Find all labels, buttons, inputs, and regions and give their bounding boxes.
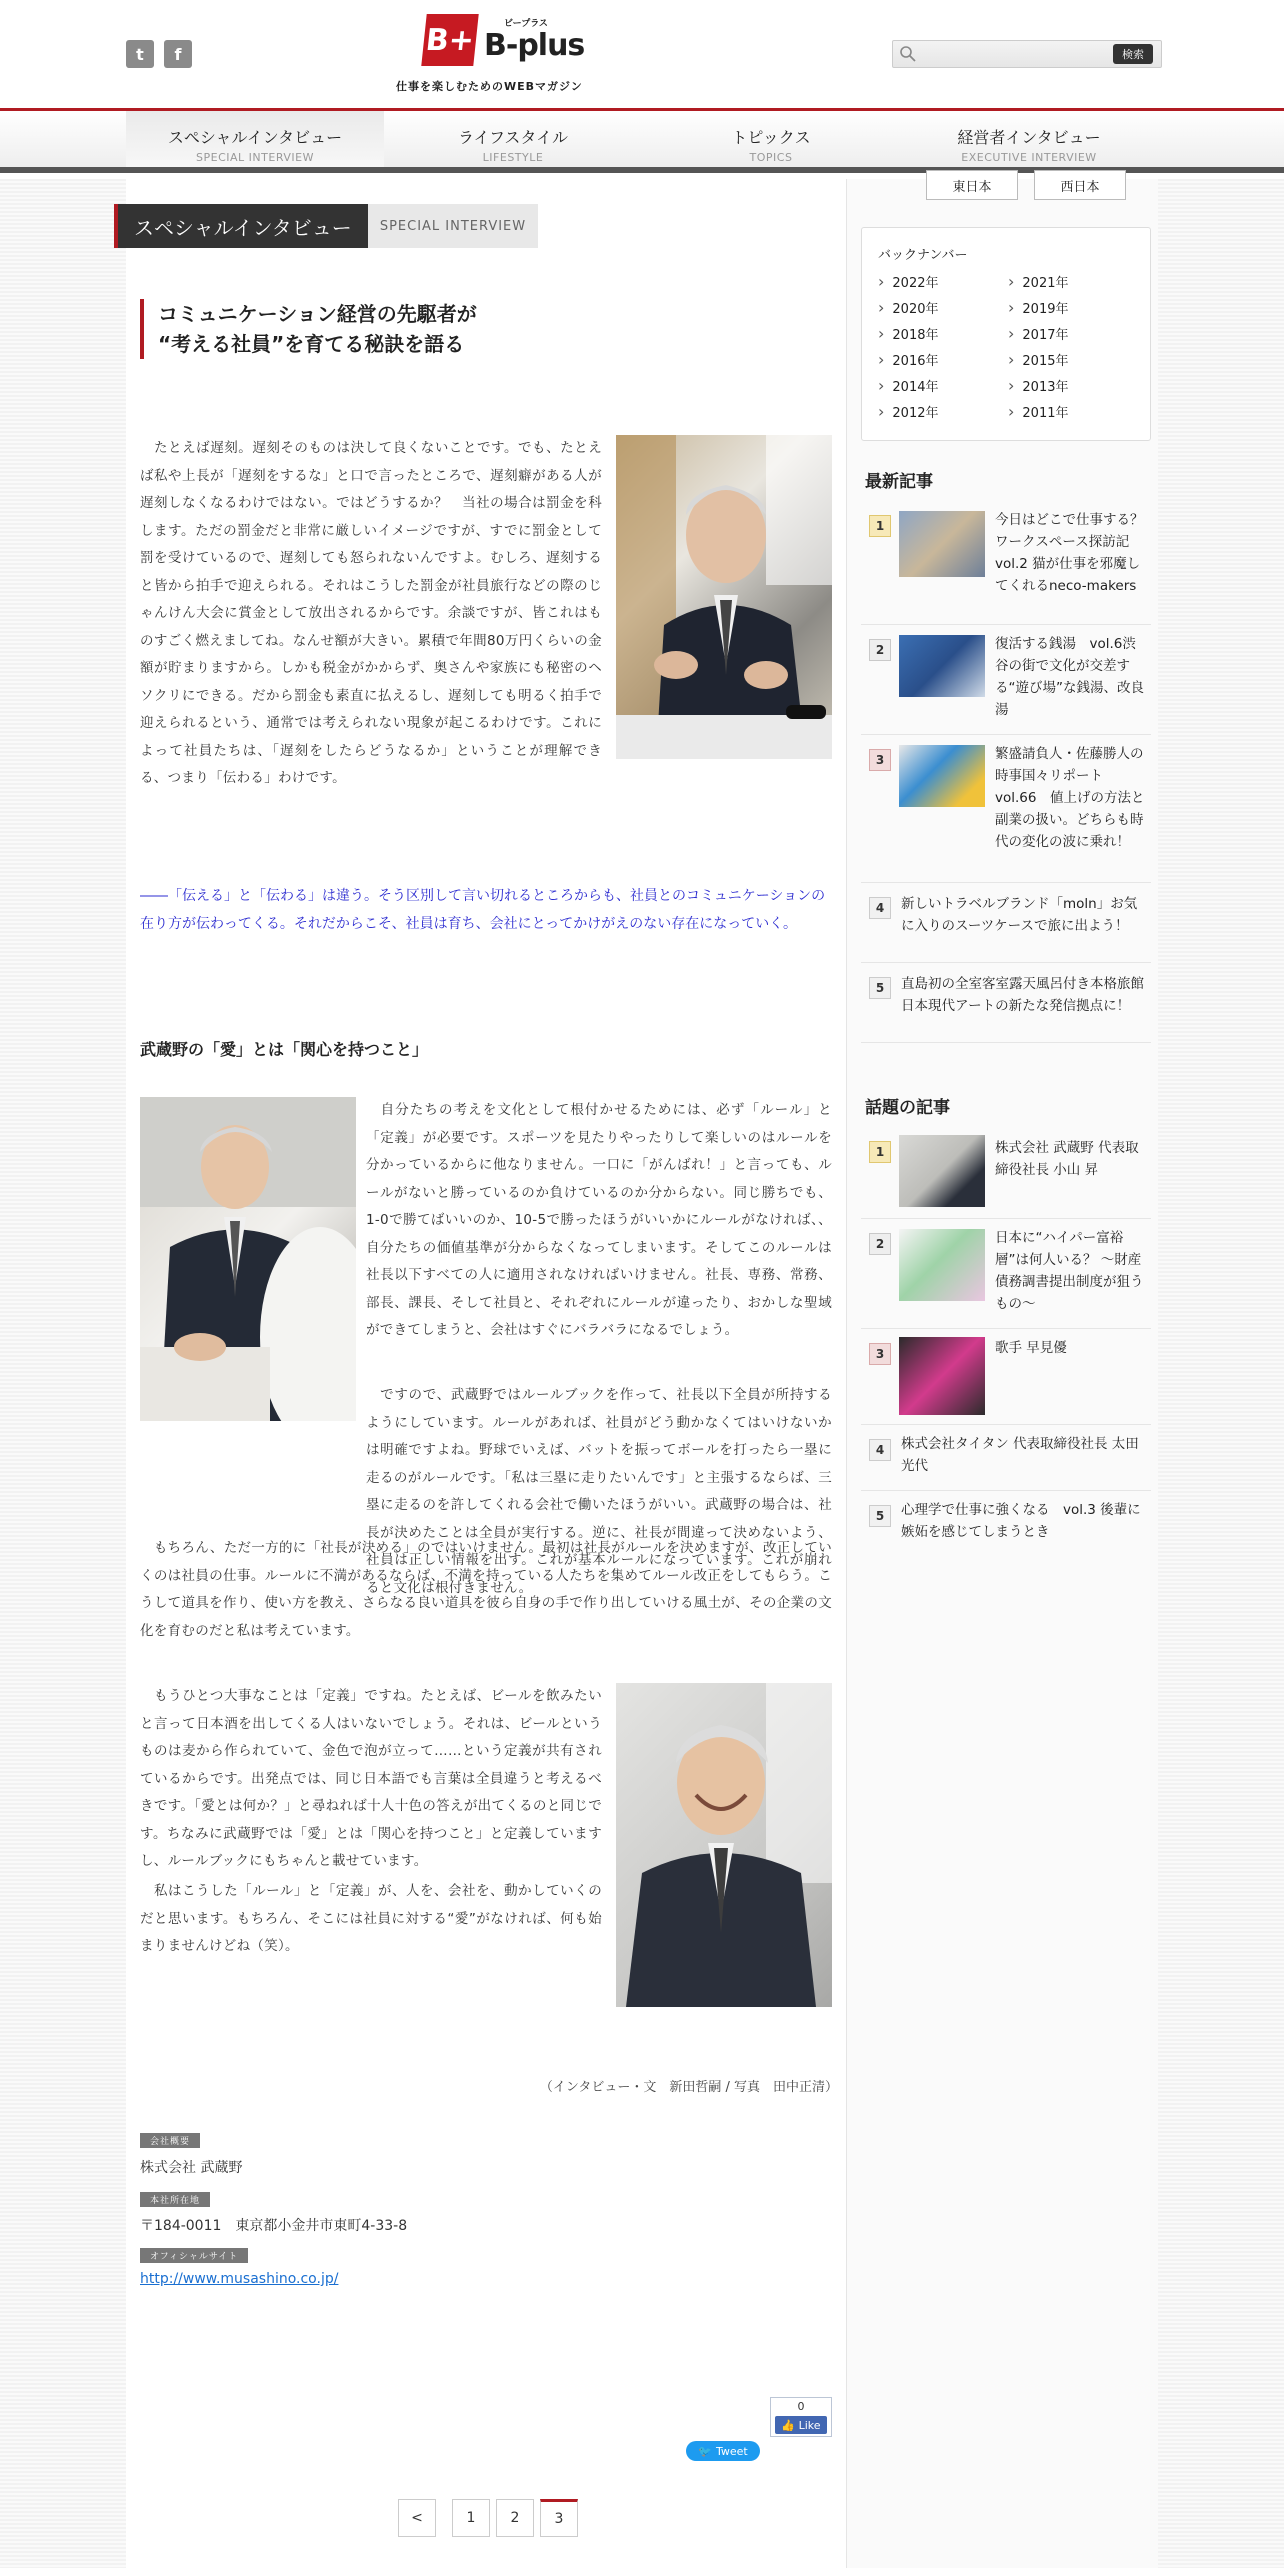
latest-articles-title: 最新記事 — [865, 472, 933, 492]
logo-mark: B+ — [421, 14, 478, 66]
year-link[interactable]: › 2013年 — [1008, 376, 1069, 395]
official-site-link[interactable]: http://www.musashino.co.jp/ — [140, 2271, 339, 2287]
para3-text: ですので、武蔵野ではルールブックを作って、社長以下全員が所持するようにしています。ルールがあれば、社員がどう動かなくてはいけないかは明確ですよね。野球でいえば、バットを振ってボールを打ったら一塁に走るのがルールです。「私は三塁に走りたいんです」と主張するならば、三塁に走るのを許してくれる会社で働いたほうがいい。武蔵野の場合は、社長が決めたことは全員が実行する。逆に、社長が間違って決めないよう、社員は正しい情報を出す。これが基本ルールになっています。これが崩れると文化は根付きません。 — [366, 1387, 832, 1596]
social-links — [126, 40, 192, 68]
nav-topics[interactable] — [642, 111, 900, 167]
twitter-icon[interactable]: t — [126, 40, 154, 68]
popular-article[interactable] — [861, 1425, 1151, 1491]
article-paragraph: もちろん、ただ一方的に「社長が決める」のではいけません。最初は社長がルールを決めますが、改正していくのは社員の仕事。ルールに不満があるならば、不満を持っている人たちを集めてルール改正をしてもらう。こうして道具を作り、使い方を教え、さらなる良い道具を彼ら自身の手で作り出していける風土が、その企業の文化を育むのだと私は考えています。 — [140, 1540, 832, 1639]
article-credit: （インタビュー・文 新田哲嗣 / 写真 田中正清） — [539, 2080, 838, 2095]
facebook-icon[interactable]: f — [164, 40, 192, 68]
interviewer-quote: ――「伝える」と「伝わる」は違う。そう区別して言い切れるところからも、社員とのコミュニケーションの在り方が伝わってくる。それだからこそ、社員は育ち、会社にとってかけがえのない存在になっていく。 — [140, 888, 826, 932]
nav-lifestyle[interactable] — [384, 111, 642, 167]
site-label: オフィシャルサイト — [140, 2248, 248, 2263]
interview-photo-3 — [616, 1683, 832, 2007]
year-link[interactable]: › 2015年 — [1008, 350, 1069, 369]
nav-label: 経営者インタビュー — [957, 128, 1101, 147]
search-icon — [899, 45, 917, 63]
rank-badge: 1 — [869, 515, 891, 537]
rank-badge: 3 — [869, 1343, 891, 1365]
tab-west-japan[interactable]: 西日本 — [1034, 170, 1126, 200]
site-logo[interactable] — [396, 14, 624, 94]
article-title — [140, 299, 477, 359]
pager-prev[interactable]: < — [398, 2499, 436, 2537]
article-subheading: 武蔵野の「愛」とは「関心を持つこと」 — [140, 1040, 429, 1059]
title-line: コミュニケーション経営の先駆者が — [158, 302, 477, 326]
nav-executive-interview[interactable] — [900, 111, 1158, 167]
year-link[interactable]: › 2018年 — [878, 324, 939, 343]
logo-kana: ビープラス — [504, 19, 548, 29]
tweet-button[interactable] — [686, 2441, 760, 2461]
latest-article[interactable] — [861, 963, 1151, 1043]
address-label: 本社所在地 — [140, 2192, 210, 2207]
nav-sublabel: LIFESTYLE — [482, 151, 544, 164]
like-label: Like — [798, 2418, 821, 2432]
sidebar — [846, 179, 1158, 2568]
rank-badge: 2 — [869, 1233, 891, 1255]
rank-badge: 3 — [869, 749, 891, 771]
nav-special-interview[interactable] — [126, 111, 384, 167]
site-header — [0, 0, 1284, 110]
rank-badge: 2 — [869, 639, 891, 661]
interview-photo-2 — [140, 1097, 356, 1421]
pagination — [398, 2499, 578, 2537]
rank-badge: 5 — [869, 977, 891, 999]
search-button[interactable]: 検索 — [1113, 44, 1153, 64]
article-thumbnail — [899, 511, 985, 577]
page-body — [126, 179, 1158, 2568]
year-link[interactable]: › 2022年 — [878, 272, 939, 291]
article-paragraph: もうひとつ大事なことは「定義」ですね。たとえば、ビールを飲みたいと言って日本酒を出してくる人はいないでしょう。それは、ビールというものは麦から作られていて、金色で泡が立って……という定義が共有されているからです。出発点では、同じ日本語でも言葉は全員違うと考えるべきです。「愛とは何か？」と尋ねれば十人十色の答えが出てくるのと同じです。ちなみに武蔵野では「愛」とは「関心を持つこと」と定義していますし、ルールブックにもちゃんと載せています。 — [140, 1688, 602, 1869]
article-title: 復活する銭湯 vol.6渋谷の街で文化が交差する“遊び場”な銭湯、改良湯 — [995, 636, 1144, 718]
article-thumbnail — [899, 1337, 985, 1415]
like-button[interactable] — [775, 2416, 827, 2434]
popular-article[interactable] — [861, 1219, 1151, 1329]
article-title: 心理学で仕事に強くなる vol.3 後輩に嫉妬を感じてしまうとき — [901, 1502, 1141, 1540]
nav-sublabel: TOPICS — [749, 151, 793, 164]
like-count: 0 — [797, 2400, 805, 2413]
section-title: スペシャルインタビュー — [114, 204, 368, 248]
article-title: 新しいトラベルブランド「moln」お気に入りのスーツケースで旅に出よう！ — [901, 896, 1138, 934]
article-thumbnail — [899, 745, 985, 807]
popular-article[interactable] — [861, 1125, 1151, 1219]
rank-badge: 4 — [869, 1439, 891, 1461]
nav-label: ライフスタイル — [457, 128, 569, 147]
nav-sublabel: SPECIAL INTERVIEW — [196, 151, 314, 164]
main-nav — [0, 111, 1284, 173]
nav-label: スペシャルインタビュー — [167, 128, 343, 147]
article-column — [126, 179, 846, 2568]
article-thumbnail — [899, 1135, 985, 1207]
article-thumbnail — [899, 635, 985, 697]
year-link[interactable]: › 2016年 — [878, 350, 939, 369]
article-title: 株式会社 武蔵野 代表取締役社長 小山 昇 — [995, 1140, 1139, 1178]
article-title: 繁盛請負人・佐藤勝人の時事国々リポート vol.66 値上げの方法と副業の扱い。どちらも時代の変化の波に乗れ！ — [995, 746, 1145, 850]
latest-article[interactable] — [861, 735, 1151, 883]
article-paragraph: 私はこうした「ルール」と「定義」が、人を、会社を、動かしていくのだと思います。もちろん、そこには社員に対する“愛”がなければ、何も始まりませんけどね（笑）。 — [140, 1883, 602, 1954]
article-title: 直島初の全室客室露天風呂付き本格旅館 日本現代アートの新たな発信拠点に！ — [901, 976, 1144, 1014]
year-link[interactable]: › 2011年 — [1008, 402, 1069, 421]
facebook-like-widget[interactable] — [770, 2397, 832, 2437]
logo-tagline: 仕事を楽しむためのWEBマガジン — [396, 80, 583, 93]
latest-article[interactable] — [861, 501, 1151, 625]
thumbs-up-icon: 👍 — [781, 2418, 799, 2432]
logo-word: B-plus — [484, 28, 585, 63]
rank-badge: 5 — [869, 1505, 891, 1527]
year-link[interactable]: › 2017年 — [1008, 324, 1069, 343]
popular-article[interactable] — [861, 1491, 1151, 1555]
search-box[interactable] — [892, 40, 1162, 68]
article-paragraph: たとえば遅刻。遅刻そのものは決して良くないことです。でも、たとえば私や上長が「遅刻をするな」と口で言ったところで、遅刻癖がある人が遅刻しなくなるわけではない。ではどうするか？ 当社の場合は罰金を科します。ただの罰金だと非常に厳しいイメージですが、すでに罰金として罰を受けているので、遅刻しても怒られないんですよ。むしろ、遅刻すると皆から拍手で迎えられる。それはこうした罰金が社員旅行などの際のじゃんけん大会に賞金として放出されるからです。余談ですが、皆これはものすごく燃えましてね。なんせ額が大きい。累積で年間80万円くらいの金額が貯まりますから。しかも税金がかからず、奥さんや家族にも秘密のヘソクリにできる。だから罰金も素直に払えるし、遅刻しても明るく拍手で迎えられるという、通常では考えられない現象が起こるわけです。これによって社員たちは、「遅刻をしたらどうなるか」ということが理解できる、つまり「伝わる」わけです。 — [140, 440, 602, 786]
nav-label: トピックス — [731, 128, 811, 147]
nav-sublabel: EXECUTIVE INTERVIEW — [961, 151, 1097, 164]
pager-page-1[interactable]: 1 — [452, 2499, 490, 2537]
latest-article[interactable] — [861, 883, 1151, 963]
backnumber-title: バックナンバー — [878, 248, 968, 263]
popular-articles-title: 話題の記事 — [865, 1098, 950, 1118]
pager-page-2[interactable]: 2 — [496, 2499, 534, 2537]
article-thumbnail — [899, 1229, 985, 1301]
tweet-label: Tweet — [715, 2444, 748, 2458]
article-title: 日本に“ハイパー富裕層”は何人いる？ ～財産債務調書提出制度が狙うもの～ — [995, 1230, 1144, 1312]
popular-article[interactable] — [861, 1329, 1151, 1425]
bird-icon: 🐦 — [698, 2444, 712, 2458]
company-label: 会社概要 — [140, 2133, 200, 2148]
region-tabs — [926, 170, 1126, 200]
section-subtitle: SPECIAL INTERVIEW — [368, 204, 538, 248]
rank-badge: 4 — [869, 897, 891, 919]
title-line: “考える社員”を育てる秘訣を語る — [158, 332, 465, 356]
year-link[interactable]: › 2021年 — [1008, 272, 1069, 291]
article-title: 歌手 早見優 — [995, 1340, 1067, 1356]
article-title: 株式会社タイタン 代表取締役社長 太田光代 — [901, 1436, 1139, 1474]
article-title: 今日はどこで仕事する？ ワークスペース探訪記 vol.2 猫が仕事を邪魔してくれるneco-makers — [995, 512, 1144, 594]
year-link[interactable]: › 2012年 — [878, 402, 939, 421]
interview-photo-1 — [616, 435, 832, 759]
company-address: 〒184-0011 東京都小金井市東町4-33-8 — [140, 2218, 408, 2234]
rank-badge: 1 — [869, 1141, 891, 1163]
year-link[interactable]: › 2019年 — [1008, 298, 1069, 317]
company-name: 株式会社 武蔵野 — [140, 2160, 243, 2176]
backnumber-box — [861, 227, 1151, 441]
pager-page-3[interactable]: 3 — [540, 2499, 578, 2537]
tab-east-japan[interactable]: 東日本 — [926, 170, 1018, 200]
section-heading — [114, 204, 538, 248]
year-link[interactable]: › 2020年 — [878, 298, 939, 317]
latest-article[interactable] — [861, 625, 1151, 735]
article-paragraph: 自分たちの考えを文化として根付かせるためには、必ず「ルール」と「定義」が必要です。スポーツを見たりやったりして楽しいのはルールを分かっているからに他なりません。一口に「がんばれ！」と言っても、ルールがないと勝っているのか負けているのか分からない。同じ勝ちでも、1-0で勝てばいいのか、10-5で勝ったほうがいいかにルールがなければ、、自分たちの価値基準が分からなくなってしまいます。そしてこのルールは社長以下すべての人に適用されなければいけません。社長、専務、常務、部長、課長、そして社員と、それぞれにルールが違ったり、おかしな聖域ができてしまうと、会社はすぐにバラバラになるでしょう。 — [366, 1102, 832, 1338]
year-link[interactable]: › 2014年 — [878, 376, 939, 395]
